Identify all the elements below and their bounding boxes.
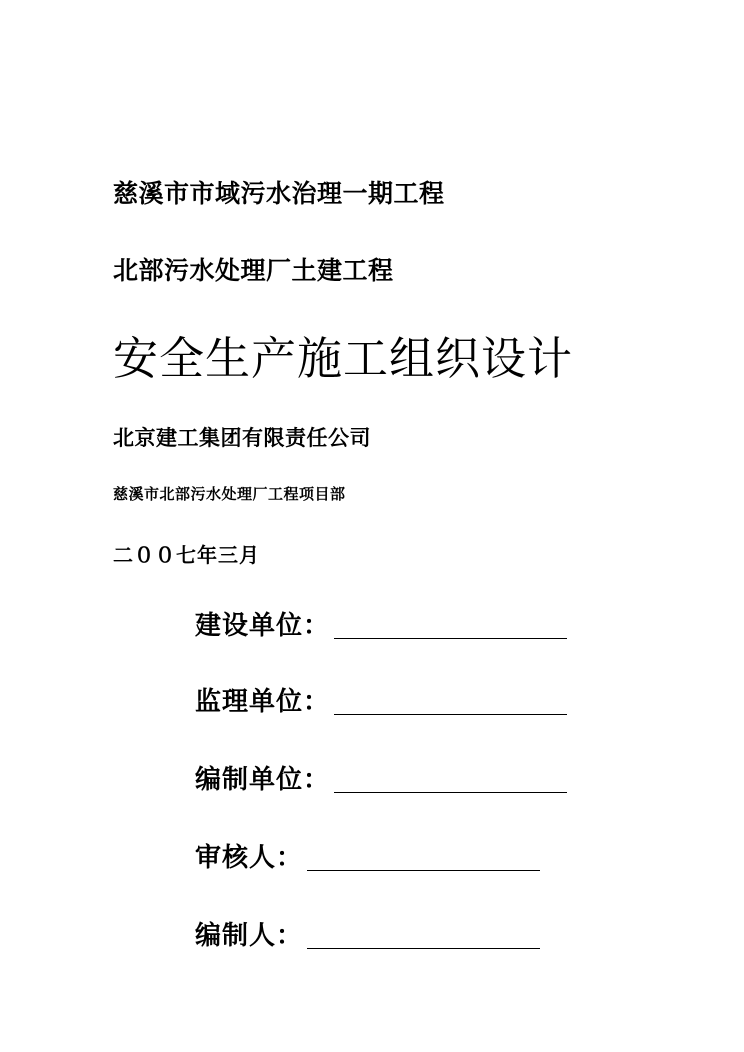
document-date: 二００七年三月	[113, 543, 260, 567]
compiler-label: 编制人：	[195, 921, 304, 951]
supervision-unit-field	[195, 689, 567, 715]
reviewer-blank-line	[307, 848, 540, 871]
project-name-line-2: 北部污水处理厂土建工程	[113, 256, 394, 285]
compiling-unit-blank-line	[334, 770, 567, 793]
project-name-line-1: 慈溪市市域污水治理一期工程	[113, 179, 445, 208]
supervision-unit-label: 监理单位：	[195, 687, 331, 717]
company-name: 北京建工集团有限责任公司	[113, 425, 371, 450]
compiling-unit-field	[195, 767, 567, 793]
reviewer-label: 审核人：	[195, 843, 304, 873]
construction-unit-field	[195, 613, 567, 639]
construction-unit-blank-line	[334, 616, 567, 639]
document-title: 安全生产施工组织设计	[113, 332, 574, 385]
project-department: 慈溪市北部污水处理厂工程项目部	[113, 485, 346, 503]
supervision-unit-blank-line	[334, 692, 567, 715]
compiler-blank-line	[307, 926, 540, 949]
reviewer-field	[195, 845, 540, 871]
compiling-unit-label: 编制单位：	[195, 765, 331, 795]
compiler-field	[195, 923, 540, 949]
construction-unit-label: 建设单位：	[195, 611, 331, 641]
